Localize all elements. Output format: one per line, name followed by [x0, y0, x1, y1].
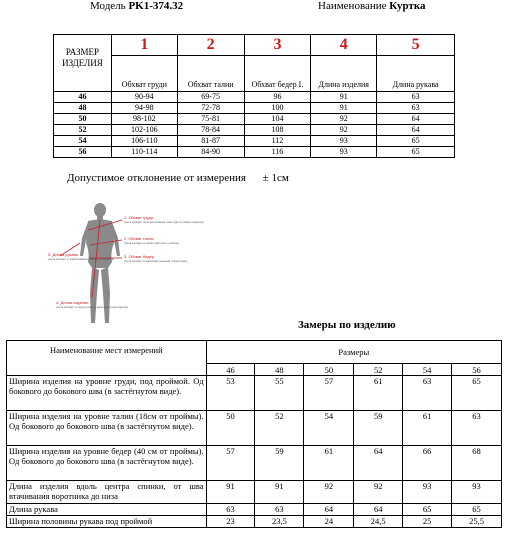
measure-row-name: Длина рукава [7, 504, 207, 516]
size-table-row [54, 136, 455, 147]
col-number-3: 3 [244, 35, 311, 56]
measure-row-name: Ширина изделия на уровне талии (18см от проймы). Од бокового до бокового шва (в застёгнутом виде). [7, 411, 207, 446]
measure-cell: 93 [311, 147, 377, 158]
measure-table-row [7, 504, 502, 516]
size-table-row [54, 114, 455, 125]
size-header: РАЗМЕР ИЗДЕЛИЯ [54, 35, 112, 92]
measure-row-value: 25,5 [452, 516, 502, 528]
measure-row-name: Ширина изделия на уровне бедер (40 см от проймы). Од бокового до бокового шва (в застёгнутом виде). [7, 446, 207, 481]
measure-cell: 72-78 [177, 103, 244, 114]
measure-row-value: 63 [452, 411, 502, 446]
measure-row-value: 64 [354, 446, 403, 481]
measure-cell: 94-98 [111, 103, 177, 114]
size-cell: 46 [54, 92, 112, 103]
measure-row-name: Длина изделия вдоль центра спинки, от шва втачивания воротника до низа [7, 481, 207, 504]
measure-cell: 104 [244, 114, 311, 125]
measure-row-value: 92 [354, 481, 403, 504]
col-number-5: 5 [377, 35, 455, 56]
measure-cell: 69-75 [177, 92, 244, 103]
col-label-chest: Обхват груди [111, 56, 177, 92]
figure-label-1: 1. Обхват груди [124, 215, 153, 220]
size-col-56: 56 [452, 364, 502, 376]
figure-label-2: 2. Обхват талии [124, 236, 154, 241]
size-cell: 48 [54, 103, 112, 114]
size-cell: 56 [54, 147, 112, 158]
size-col-52: 52 [354, 364, 403, 376]
measure-cell: 75-81 [177, 114, 244, 125]
measure-row-value: 68 [452, 446, 502, 481]
measure-row-value: 54 [304, 411, 354, 446]
size-table-row [54, 125, 455, 136]
measure-table-row [7, 376, 502, 411]
tolerance-label: Допустимое отклонение от измерения [67, 172, 246, 184]
measure-row-value: 25 [403, 516, 452, 528]
measure-cell: 63 [377, 92, 455, 103]
measure-cell: 65 [377, 147, 455, 158]
size-table [53, 34, 455, 158]
measure-cell: 93 [311, 136, 377, 147]
measure-row-value: 91 [255, 481, 304, 504]
measure-cell: 102-106 [111, 125, 177, 136]
measure-row-value: 23 [206, 516, 255, 528]
col-label-length: Длина изделия [311, 56, 377, 92]
model-value: PK1-374.32 [128, 0, 184, 12]
measure-cell: 98-102 [111, 114, 177, 125]
measure-row-value: 63 [206, 504, 255, 516]
measure-cell: 78-84 [177, 125, 244, 136]
measure-table [6, 340, 502, 528]
measure-row-value: 64 [304, 504, 354, 516]
figure-note-3: (лента проходит по самым выступающим точкам ягодиц) [124, 260, 188, 263]
size-table-row [54, 103, 455, 114]
measure-cell: 90-94 [111, 92, 177, 103]
figure-label-4: 4. Длина изделия [56, 300, 89, 305]
measure-row-value: 55 [255, 376, 304, 411]
measure-row-value: 24,5 [354, 516, 403, 528]
figure-note-4: (лента проходит по центру спины от воротника до низа изделия) [56, 306, 128, 309]
measure-cell: 92 [311, 114, 377, 125]
measure-row-value: 59 [354, 411, 403, 446]
size-col-48: 48 [255, 364, 304, 376]
measure-row-value: 65 [452, 376, 502, 411]
model-label: Модель [90, 0, 126, 12]
col-number-2: 2 [177, 35, 244, 56]
measure-row-value: 64 [354, 504, 403, 516]
measure-cell: 64 [377, 125, 455, 136]
measure-row-value: 50 [206, 411, 255, 446]
col-label-hips: Обхват бедер I. [244, 56, 311, 92]
col-number-4: 4 [311, 35, 377, 56]
measure-cell: 92 [311, 125, 377, 136]
measure-row-value: 61 [403, 411, 452, 446]
col-label-sleeve: Длина рукава [377, 56, 455, 92]
measure-cell: 91 [311, 103, 377, 114]
measure-row-value: 63 [403, 376, 452, 411]
measure-row-value: 66 [403, 446, 452, 481]
measure-cell: 116 [244, 147, 311, 158]
measure-cell: 91 [311, 92, 377, 103]
name-label: Наименование [318, 0, 387, 12]
measure-sizes-header: Размеры [206, 341, 501, 364]
size-col-50: 50 [304, 364, 354, 376]
measure-row-name: Ширина половины рукава под проймой [7, 516, 207, 528]
measure-row-value: 57 [304, 376, 354, 411]
size-col-46: 46 [206, 364, 255, 376]
measure-row-value: 65 [452, 504, 502, 516]
measure-row-value: 61 [354, 376, 403, 411]
size-cell: 54 [54, 136, 112, 147]
measure-cell: 108 [244, 125, 311, 136]
measure-cell: 112 [244, 136, 311, 147]
figure-note-5: (лента проходит от шва втачивания рукава до низа рукава) [48, 258, 114, 261]
measure-row-value: 61 [304, 446, 354, 481]
figure-head [94, 203, 106, 217]
size-cell: 50 [54, 114, 112, 125]
measure-cell: 64 [377, 114, 455, 125]
measure-table-row [7, 411, 502, 446]
figure-label-3: 3. Обхват бедер [124, 254, 155, 259]
measure-cell: 106-110 [111, 136, 177, 147]
size-col-54: 54 [403, 364, 452, 376]
measure-row-value: 53 [206, 376, 255, 411]
measure-cell: 63 [377, 103, 455, 114]
body-figure-illustration [48, 198, 204, 338]
col-label-waist: Обхват талии [177, 56, 244, 92]
measure-cell: 100 [244, 103, 311, 114]
measure-table-title: Замеры по изделию [298, 319, 396, 331]
measure-cell: 81-87 [177, 136, 244, 147]
measure-row-name: Ширина изделия на уровне груди, под проймой. Од бокового до бокового шва (в застёгнутом виде). [7, 376, 207, 411]
measure-cell: 84-90 [177, 147, 244, 158]
measure-name-header: Наименование мест измерений [7, 341, 207, 376]
measure-row-value: 91 [206, 481, 255, 504]
measure-cell: 110-114 [111, 147, 177, 158]
measurement-figure [48, 198, 204, 338]
name-value: Куртка [389, 0, 426, 12]
col-number-1: 1 [111, 35, 177, 56]
measure-table-row [7, 446, 502, 481]
measure-row-value: 93 [403, 481, 452, 504]
figure-note-1: (лента проходит через выступающие точки груди по уровню подмышек) [124, 221, 204, 224]
tolerance-note [67, 172, 289, 184]
measure-cell: 96 [244, 92, 311, 103]
measure-row-value: 63 [255, 504, 304, 516]
measure-row-value: 57 [206, 446, 255, 481]
figure-note-2: (лента проходит по самой узкой части туловища) [124, 242, 179, 245]
measure-cell: 65 [377, 136, 455, 147]
measure-row-value: 23,5 [255, 516, 304, 528]
measure-table-row [7, 481, 502, 504]
measure-row-value: 65 [403, 504, 452, 516]
measure-row-value: 24 [304, 516, 354, 528]
measure-row-value: 93 [452, 481, 502, 504]
name-header [318, 0, 426, 12]
measure-row-value: 52 [255, 411, 304, 446]
size-table-row [54, 92, 455, 103]
figure-label-5: 5. Длина рукава [48, 252, 78, 257]
tolerance-value: ± 1см [262, 172, 289, 184]
measure-row-value: 59 [255, 446, 304, 481]
measure-table-row [7, 516, 502, 528]
model-header [90, 0, 183, 12]
measure-row-value: 92 [304, 481, 354, 504]
size-table-row [54, 147, 455, 158]
size-cell: 52 [54, 125, 112, 136]
